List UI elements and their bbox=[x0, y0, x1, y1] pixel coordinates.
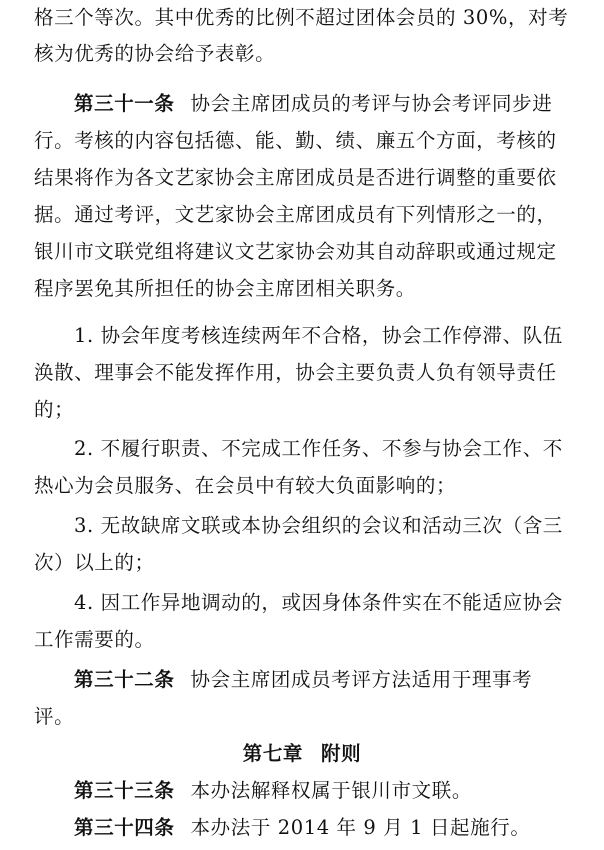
article-32-text: 协会主席团成员考评方法适用于理事考 bbox=[190, 668, 533, 691]
paragraph-line: 银川市文联党组将建议文艺家协会劝其自动辞职或通过规定 bbox=[34, 240, 557, 263]
paragraph-line: 评。 bbox=[34, 705, 75, 728]
paragraph-line: 程序罢免其所担任的协会主席团相关职务。 bbox=[34, 277, 416, 300]
paragraph-line: 核为优秀的协会给予表彰。 bbox=[34, 42, 276, 65]
article-33-text: 本办法解释权属于银川市文联。 bbox=[190, 779, 472, 802]
article-32-label: 第三十二条 bbox=[74, 668, 175, 691]
paragraph-line: 次）以上的； bbox=[34, 551, 155, 574]
paragraph-line: 的； bbox=[34, 398, 75, 421]
article-31-label: 第三十一条 bbox=[74, 92, 175, 115]
article-31-text: 协会主席团成员的考评与协会考评同步进 bbox=[190, 92, 553, 115]
paragraph-line: 热心为会员服务、在会员中有较大负面影响的； bbox=[34, 474, 457, 497]
list-item-1-line: 1. 协会年度考核连续两年不合格，协会工作停滞、队伍 bbox=[74, 324, 563, 347]
list-item-2-line: 2. 不履行职责、不完成工作任务、不参与协会工作、不 bbox=[74, 437, 563, 460]
article-33-line bbox=[74, 779, 604, 803]
article-31-first-line bbox=[74, 92, 604, 116]
list-item-4-line: 4. 因工作异地调动的，或因身体条件实在不能适应协会 bbox=[74, 591, 563, 614]
paragraph-line: 据。通过考评，文艺家协会主席团成员有下列情形之一的， bbox=[34, 203, 557, 226]
article-34-text: 本办法于 2014 年 9 月 1 日起施行。 bbox=[190, 816, 531, 839]
chapter-number: 第七章 bbox=[242, 742, 304, 765]
chapter-title: 附则 bbox=[321, 742, 362, 765]
paragraph-line: 涣散、理事会不能发挥作用，协会主要负责人负有领导责任 bbox=[34, 361, 557, 384]
list-item-3-line: 3. 无故缺席文联或本协会组织的会议和活动三次（含三 bbox=[74, 514, 563, 537]
chapter-heading bbox=[0, 742, 604, 766]
article-33-label: 第三十三条 bbox=[74, 779, 175, 802]
article-34-label: 第三十四条 bbox=[74, 816, 175, 839]
paragraph-line: 结果将作为各文艺家协会主席团成员是否进行调整的重要依 bbox=[34, 166, 557, 189]
paragraph-line: 行。考核的内容包括德、能、勤、绩、廉五个方面，考核的 bbox=[34, 129, 557, 152]
article-32-first-line bbox=[74, 668, 604, 692]
article-34-line bbox=[74, 816, 604, 840]
paragraph-line: 格三个等次。其中优秀的比例不超过团体会员的 30%，对考 bbox=[34, 6, 569, 29]
paragraph-line: 工作需要的。 bbox=[34, 628, 155, 651]
